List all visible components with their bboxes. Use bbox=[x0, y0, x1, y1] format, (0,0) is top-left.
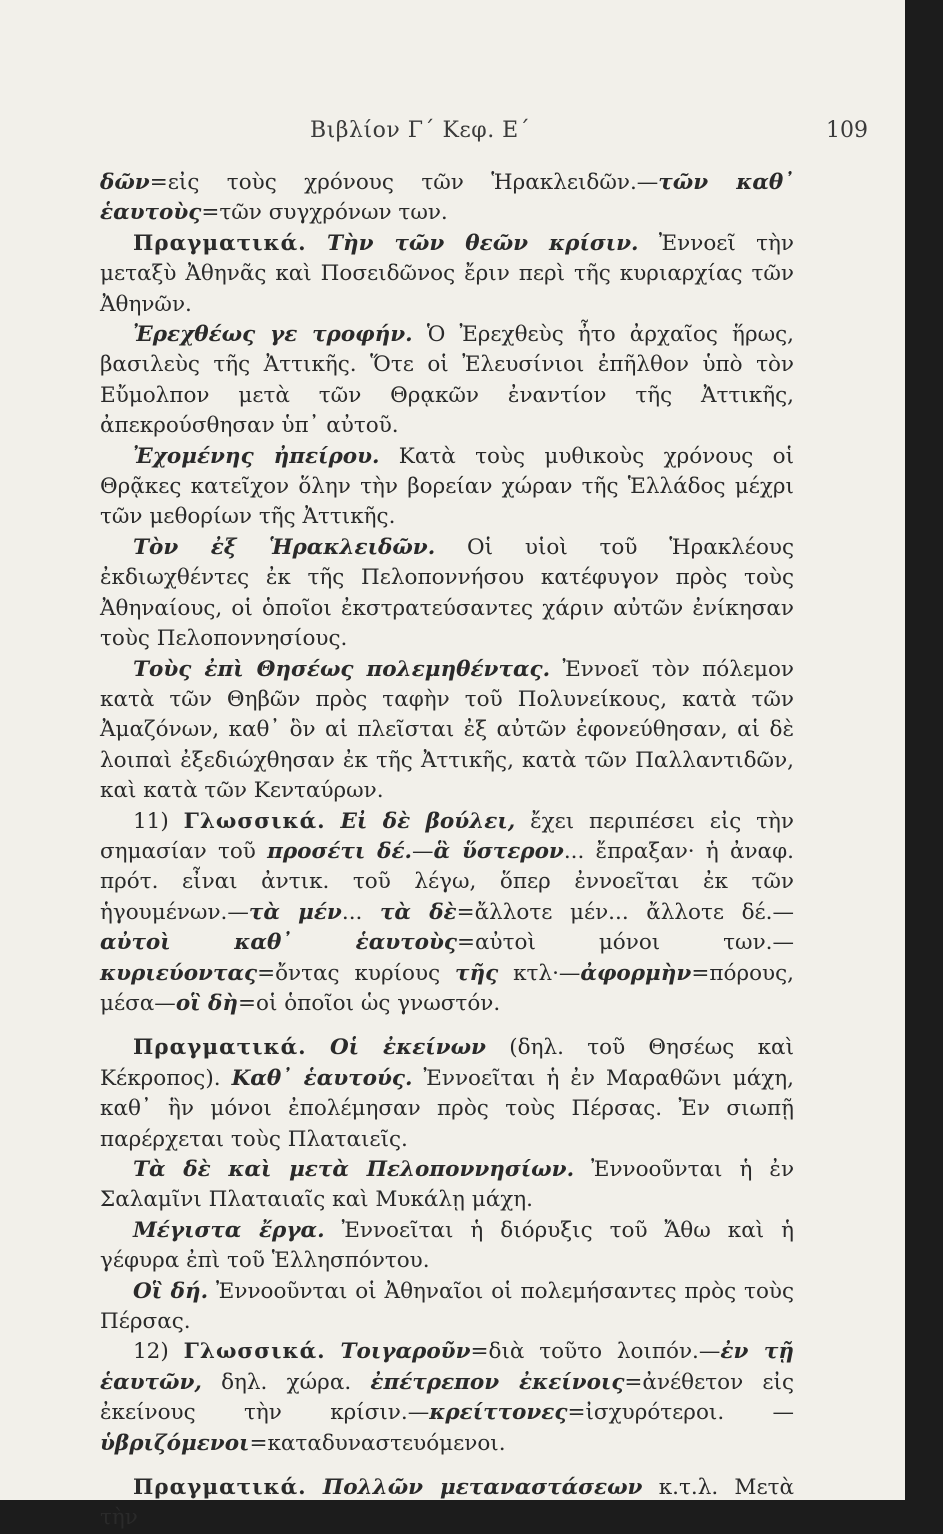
text-run: =αὐτοὶ μόνοι των.— bbox=[457, 930, 794, 956]
lemma-phrase: οἳ δὴ bbox=[175, 990, 239, 1016]
text-run: Ἐννοεῖ τὴν μεταξὺ Ἀθηνᾶς καὶ Ποσειδῶνος ἔριν περὶ τῆς κυριαρχίας τῶν Ἀθηνῶν. bbox=[100, 230, 794, 317]
text-run: Ἐννοοῦνται οἱ Ἀθηναῖοι οἱ πολεμήσαντες πρὸς τοὺς Πέρσας. bbox=[100, 1278, 794, 1335]
text-run: =διὰ τοῦτο λοιπόν.— bbox=[470, 1339, 721, 1365]
lemma-phrase: ἐν τῇ ἑαυτῶν, bbox=[100, 1339, 794, 1395]
text-run: Ἐννοεῖται ἡ διόρυξις τοῦ Ἄθω καὶ ἡ γέφυρα ἐπὶ τοῦ Ἑλλησπόντου. bbox=[100, 1217, 795, 1274]
text-run: =εἰς τοὺς χρόνους τῶν Ἡρακλειδῶν.— bbox=[149, 170, 659, 195]
paragraph bbox=[100, 807, 794, 1020]
paragraph bbox=[100, 229, 794, 320]
lemma-phrase: Ἐχομένης ἠπείρου. bbox=[133, 443, 380, 469]
lemma-phrase: Πολλῶν μεταναστάσεων bbox=[322, 1475, 643, 1501]
text-run: — bbox=[412, 838, 434, 864]
paragraph bbox=[100, 533, 794, 655]
lemma-phrase: κρείττονες bbox=[429, 1400, 568, 1426]
section-label: Πραγματικά. bbox=[133, 1475, 307, 1501]
page-header bbox=[0, 118, 905, 148]
lemma-phrase: Τοιγαροῦν bbox=[340, 1339, 471, 1365]
lemma-phrase: ἐπέτρεπον ἐκείνοις bbox=[370, 1369, 625, 1395]
lemma-phrase: Εἰ δὲ βούλει, bbox=[340, 808, 516, 834]
lemma-phrase: τὰ μέν bbox=[248, 899, 342, 925]
text-run: =ἰσχυρότεροι. — bbox=[567, 1400, 794, 1426]
lemma-phrase: Τὴν τῶν θεῶν κρίσιν. bbox=[326, 230, 639, 256]
text-run: ... bbox=[341, 899, 380, 925]
running-head: Βιβλίον Γ΄ Κεφ. Ε΄ bbox=[310, 118, 531, 143]
section-gap bbox=[100, 1019, 794, 1033]
text-run: =πόρους, μέσα— bbox=[100, 960, 794, 1016]
lemma-phrase: τὰ δὲ bbox=[379, 899, 457, 925]
lemma-phrase: Μέγιστα ἔργα. bbox=[133, 1217, 325, 1243]
section-gap bbox=[100, 1459, 794, 1473]
text-run bbox=[307, 231, 327, 256]
text-run bbox=[326, 1339, 341, 1364]
paragraph bbox=[100, 1033, 794, 1155]
text-run: Οἱ υἱοὶ τοῦ Ἡρακλέους ἐκδιωχθέντες ἐκ τῆς Πελοποννήσου κατέφυγον πρὸς τοὺς Ἀθηναίους, οἱ ὁποῖοι ἐκστρατεύσαντες χάριν αὐτῶν ἐνίκησαν τοὺς Πελοποννησίους. bbox=[100, 534, 794, 652]
text-run: δηλ. χώρα. bbox=[201, 1369, 371, 1395]
text-run: (δηλ. τοῦ Θησέως καὶ Κέκροπος). bbox=[100, 1035, 794, 1091]
text-run: Κατὰ τοὺς μυθικοὺς χρόνους οἱ Θρᾷκες κατεῖχον ὅλην τὴν βορείαν χώραν τῆς Ἑλλάδος μέχρι τῶν μεθορίων τῆς Ἀττικῆς. bbox=[100, 443, 794, 530]
text-run: Ἐννοοῦνται ἡ ἐν Σαλαμῖνι Πλαταιαῖς καὶ Μυκάλῃ μάχη. bbox=[100, 1157, 795, 1213]
paragraph bbox=[100, 442, 794, 533]
lemma-phrase: Τὰ δὲ καὶ μετὰ Πελοποννησίων. bbox=[133, 1157, 575, 1182]
text-run: =ἀνέθετον εἰς ἐκείνους τὴν κρίσιν.— bbox=[100, 1369, 794, 1426]
page-body bbox=[100, 168, 794, 1534]
paragraph bbox=[100, 1277, 794, 1338]
lemma-phrase: ὑβριζόμενοι bbox=[100, 1430, 250, 1456]
paragraph bbox=[100, 1337, 794, 1459]
text-run: =οἱ ὁποῖοι ὡς γνωστόν. bbox=[238, 990, 501, 1016]
paragraph bbox=[100, 168, 794, 229]
lemma-phrase: Καθ᾽ ἑαυτούς. bbox=[231, 1065, 413, 1091]
text-run: Ὁ Ἐρεχθεὺς ἦτο ἀρχαῖος ἥρως, βασιλεὺς τῆς Ἀττικῆς. Ὅτε οἱ Ἐλευσίνιοι ἐπῆλθον ὑπὸ τὸν Εὔμολπον μετὰ τῶν Θρᾳκῶν ἐναντίον τῆς Ἀττικῆς, ἀπεκρούσθησαν ὑπ᾽ αὐτοῦ. bbox=[100, 322, 794, 439]
text-run: 11) bbox=[133, 808, 184, 834]
text-run: Ἐννοεῖ τὸν πόλεμον κατὰ τῶν Θηβῶν πρὸς ταφὴν τοῦ Πολυνείκους, κατὰ τῶν Ἀμαζόνων, καθ᾽ ὃν αἱ πλεῖσται ἐξ αὐτῶν ἐφονεύθησαν, αἱ δὲ λοιπαὶ ἐξεδιώχθησαν ἐκ τῆς Ἀττικῆς, κατὰ τῶν Παλλαντιδῶν, καὶ κατὰ τῶν Κενταύρων. bbox=[100, 656, 794, 804]
text-run: ἔχει περιπέσει εἰς τὴν σημασίαν τοῦ bbox=[100, 808, 794, 864]
text-run: κτλ·— bbox=[498, 960, 581, 986]
section-label: Γλωσσικά. bbox=[183, 1339, 326, 1365]
paragraph bbox=[100, 1216, 794, 1277]
text-run: =τῶν συγχρόνων των. bbox=[201, 200, 448, 226]
lemma-phrase: αὐτοὶ καθ᾽ ἑαυτοὺς bbox=[100, 930, 457, 956]
lemma-phrase: Οἱ ἐκείνων bbox=[329, 1035, 486, 1061]
text-run: Ἐννοεῖται ἡ ἐν Μαραθῶνι μάχη, καθ᾽ ἣν μόνοι ἐπολέμησαν πρὸς τοὺς Πέρσας. Ἐν σιωπῇ παρέρχεται τοὺς Πλαταιεῖς. bbox=[100, 1065, 795, 1152]
lemma-phrase: κυριεύοντας bbox=[100, 960, 258, 986]
lemma-phrase: ἃ ὕστερον bbox=[433, 838, 564, 864]
section-label: Πραγματικά. bbox=[133, 1035, 307, 1061]
text-run bbox=[307, 1475, 323, 1500]
text-run: =καταδυναστευόμενοι. bbox=[249, 1430, 506, 1456]
lemma-phrase: ἀφορμὴν bbox=[580, 960, 692, 986]
text-run: =ὄντας κυρίους bbox=[257, 960, 456, 986]
section-label: Γλωσσικά. bbox=[183, 808, 326, 834]
text-run: κ.τ.λ. Μετὰ τὴν bbox=[100, 1475, 794, 1531]
lemma-phrase: Ἐρεχθέως γε τροφήν. bbox=[133, 322, 413, 348]
lemma-phrase: τῆς bbox=[455, 960, 499, 986]
text-run: ... ἔπραξαν· ἡ ἀναφ. πρότ. εἶναι ἀντικ. τοῦ λέγω, ὅπερ ἐννοεῖται ἐκ τῶν ἡγουμένων.— bbox=[100, 838, 794, 925]
lemma-phrase: Τὸν ἐξ Ἡρακλειδῶν. bbox=[133, 534, 436, 560]
lemma-phrase: δῶν bbox=[100, 170, 150, 195]
text-run bbox=[326, 809, 341, 834]
section-label: Πραγματικά. bbox=[133, 230, 307, 256]
page-number: 109 bbox=[826, 118, 868, 143]
paragraph bbox=[100, 655, 794, 807]
lemma-phrase: Τοὺς ἐπὶ Θησέως πολεμηθέντας. bbox=[133, 656, 551, 682]
paragraph bbox=[100, 1473, 794, 1534]
lemma-phrase: προσέτι δέ. bbox=[267, 838, 413, 864]
paragraph bbox=[100, 1155, 794, 1216]
lemma-phrase: Οἳ δή. bbox=[133, 1278, 209, 1304]
lemma-phrase: τῶν καθ᾽ ἑαυτοὺς bbox=[100, 170, 794, 226]
text-run bbox=[307, 1035, 330, 1060]
text-run: 12) bbox=[133, 1339, 184, 1365]
paragraph bbox=[100, 320, 794, 442]
text-run: =ἄλλοτε μέν... ἄλλοτε δέ.— bbox=[456, 899, 794, 925]
